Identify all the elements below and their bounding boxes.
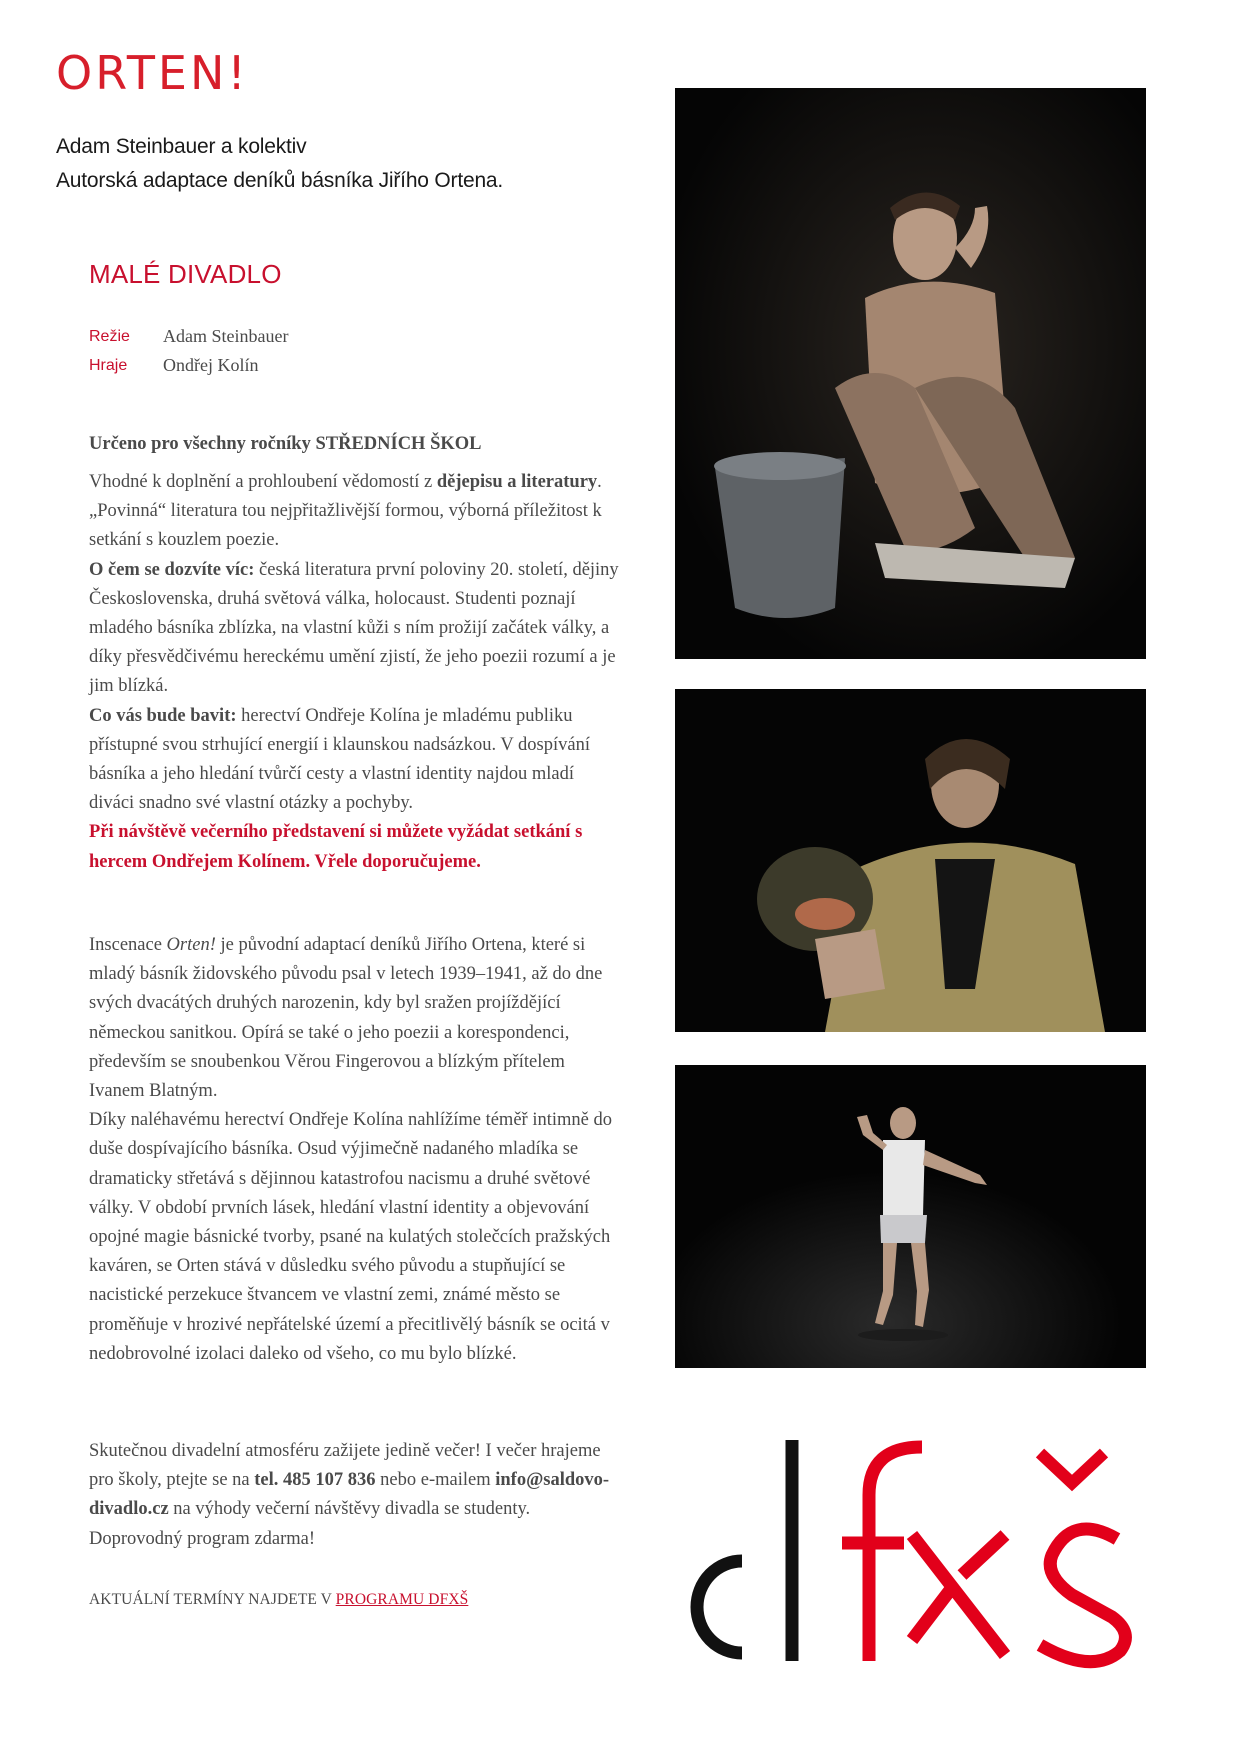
credit-name: Ondřej Kolín (163, 355, 259, 375)
evening-paragraph (89, 1437, 623, 1554)
fun-text: herectví Ondřeje Kolína je mladému publiku přístupné svou strhující energií i klaunskou nadsázkou. V dospívání básníka a jeho hledání tvůrčí cesty a vlastní identity najdou mladí diváci snadno své vlastní otázky a pochyby. (89, 705, 590, 814)
credit-role: Hraje (89, 357, 128, 374)
inscenace-paragraph-2: Díky naléhavému herectví Ondřeje Kolína nahlížíme téměř intimně do duše dospívajícího básníka. Osud výjimečně nadaného mladíka se dramaticky střetává s dějinnou katastrofou nacismu a druhé světové války. V období prvních lásek, hledání vlastní identity a objevování opojné magie básnické tvorby, psané na kulatých stolečcích pražských kaváren, se Orten stává v důsledku svého původu a stupňující se nacistické perzekuce štvancem ve vlastní zemi, známé město se proměňuje v hrozivé nepřátelské území a přecitlivělý básník se ocitá v nedobrovolné izolaci daleko od všeho, co mu bylo blízké. (89, 1110, 612, 1364)
credit-row-actor (89, 351, 288, 380)
learn-label: O čem se dozvíte víc: (89, 559, 255, 580)
stage-photo-dance-image (675, 1065, 1146, 1368)
stage-photo-seated (675, 88, 1146, 659)
credit-name: Adam Steinbauer (163, 326, 289, 346)
credit-role: Režie (89, 328, 130, 345)
play-title: Orten! (166, 935, 216, 955)
phone-number: tel. 485 107 836 (254, 1470, 376, 1491)
stage-photo-mask-image (675, 689, 1146, 1032)
author-line: Adam Steinbauer a kolektiv (56, 135, 307, 158)
highlight-paragraph: Při návštěvě večerního představení si můžete vyžádat setkání s hercem Ondřejem Kolínem. Vřele doporučujeme. (89, 822, 583, 872)
inscenace-paragraph-1 (89, 931, 623, 1106)
dfxs-letter-s-caron (1040, 1453, 1104, 1483)
stage-photo-seated-image (675, 88, 1146, 659)
dfxs-letter-s (1040, 1529, 1125, 1662)
orten-logo: ORTEN! (56, 46, 249, 100)
credit-row-director (89, 322, 288, 351)
subtitle (56, 130, 503, 198)
evening-text-middle: nebo e-mailem (375, 1470, 496, 1491)
learn-text: česká literatura první poloviny 20. století, dějiny Československa, druhá světová válka, holocaust. Studenti poznají mladého básníka zblízka, na vlastní kůži s ním prožijí začátek války, a díky přesvědčivému hereckému umění zjistí, že jeho poezii rozumí a je jim blízká. (89, 559, 619, 697)
program-link[interactable]: PROGRAMU DFXŠ (335, 1590, 469, 1608)
intro-subjects: dějepisu a literatury (436, 472, 598, 492)
inscenace (89, 931, 623, 1369)
email-address: info@saldovo-divadlo.cz (89, 1470, 610, 1520)
credits (89, 322, 288, 380)
evening-info (89, 1437, 623, 1554)
venue-heading: MALÉ DIVADLO (89, 259, 282, 289)
adaptation-line: Autorská adaptace deníků básníka Jiřího Ortena. (56, 169, 504, 192)
inscenace-text-after: je původní adaptací deníků Jiřího Ortena, které si mladý básník židovského původu psal v letech 1939–1941, až do dne svých dvacátých druhých narozenin, kdy byl sražen projíždějící německou sanitkou. Opírá se také o jeho poezii a korespondenci, především se snoubenkou Věrou Fingerovou a blízkým přítelem Ivanem Blatným. (89, 935, 603, 1102)
terms-text: AKTUÁLNÍ TERMÍNY NAJDETE V (89, 1590, 336, 1608)
dfxs-logo (672, 1435, 1192, 1675)
fun-paragraph (89, 702, 623, 819)
terms-line (89, 1585, 623, 1614)
evening-text-after: na výhody večerní návštěvy divadla se studenty. Doprovodný program zdarma! (89, 1499, 531, 1549)
inscenace-text: Inscenace (89, 935, 167, 955)
target-audience: Určeno pro všechny ročníky STŘEDNÍCH ŠKOL (89, 433, 482, 454)
dfxs-letter-d-bowl (697, 1561, 742, 1653)
evening-text: Skutečnou divadelní atmosféru zažijete jedině večer! I večer hrajeme pro školy, ptejte se na (89, 1441, 601, 1491)
learn-paragraph (89, 556, 623, 702)
fun-label: Co vás bude bavit: (89, 705, 237, 726)
dfxs-letter-x (912, 1535, 1005, 1655)
intro-paragraph (89, 468, 623, 556)
stage-photo-mask (675, 689, 1146, 1032)
description (89, 468, 623, 877)
stage-photo-dance (675, 1065, 1146, 1368)
intro-text-after: . „Povinná“ literatura tou nejpřitažlivější formou, výborná příležitost k setkání s kouzlem poezie. (89, 472, 602, 551)
intro-text: Vhodné k doplnění a prohloubení vědomostí z (89, 472, 437, 492)
